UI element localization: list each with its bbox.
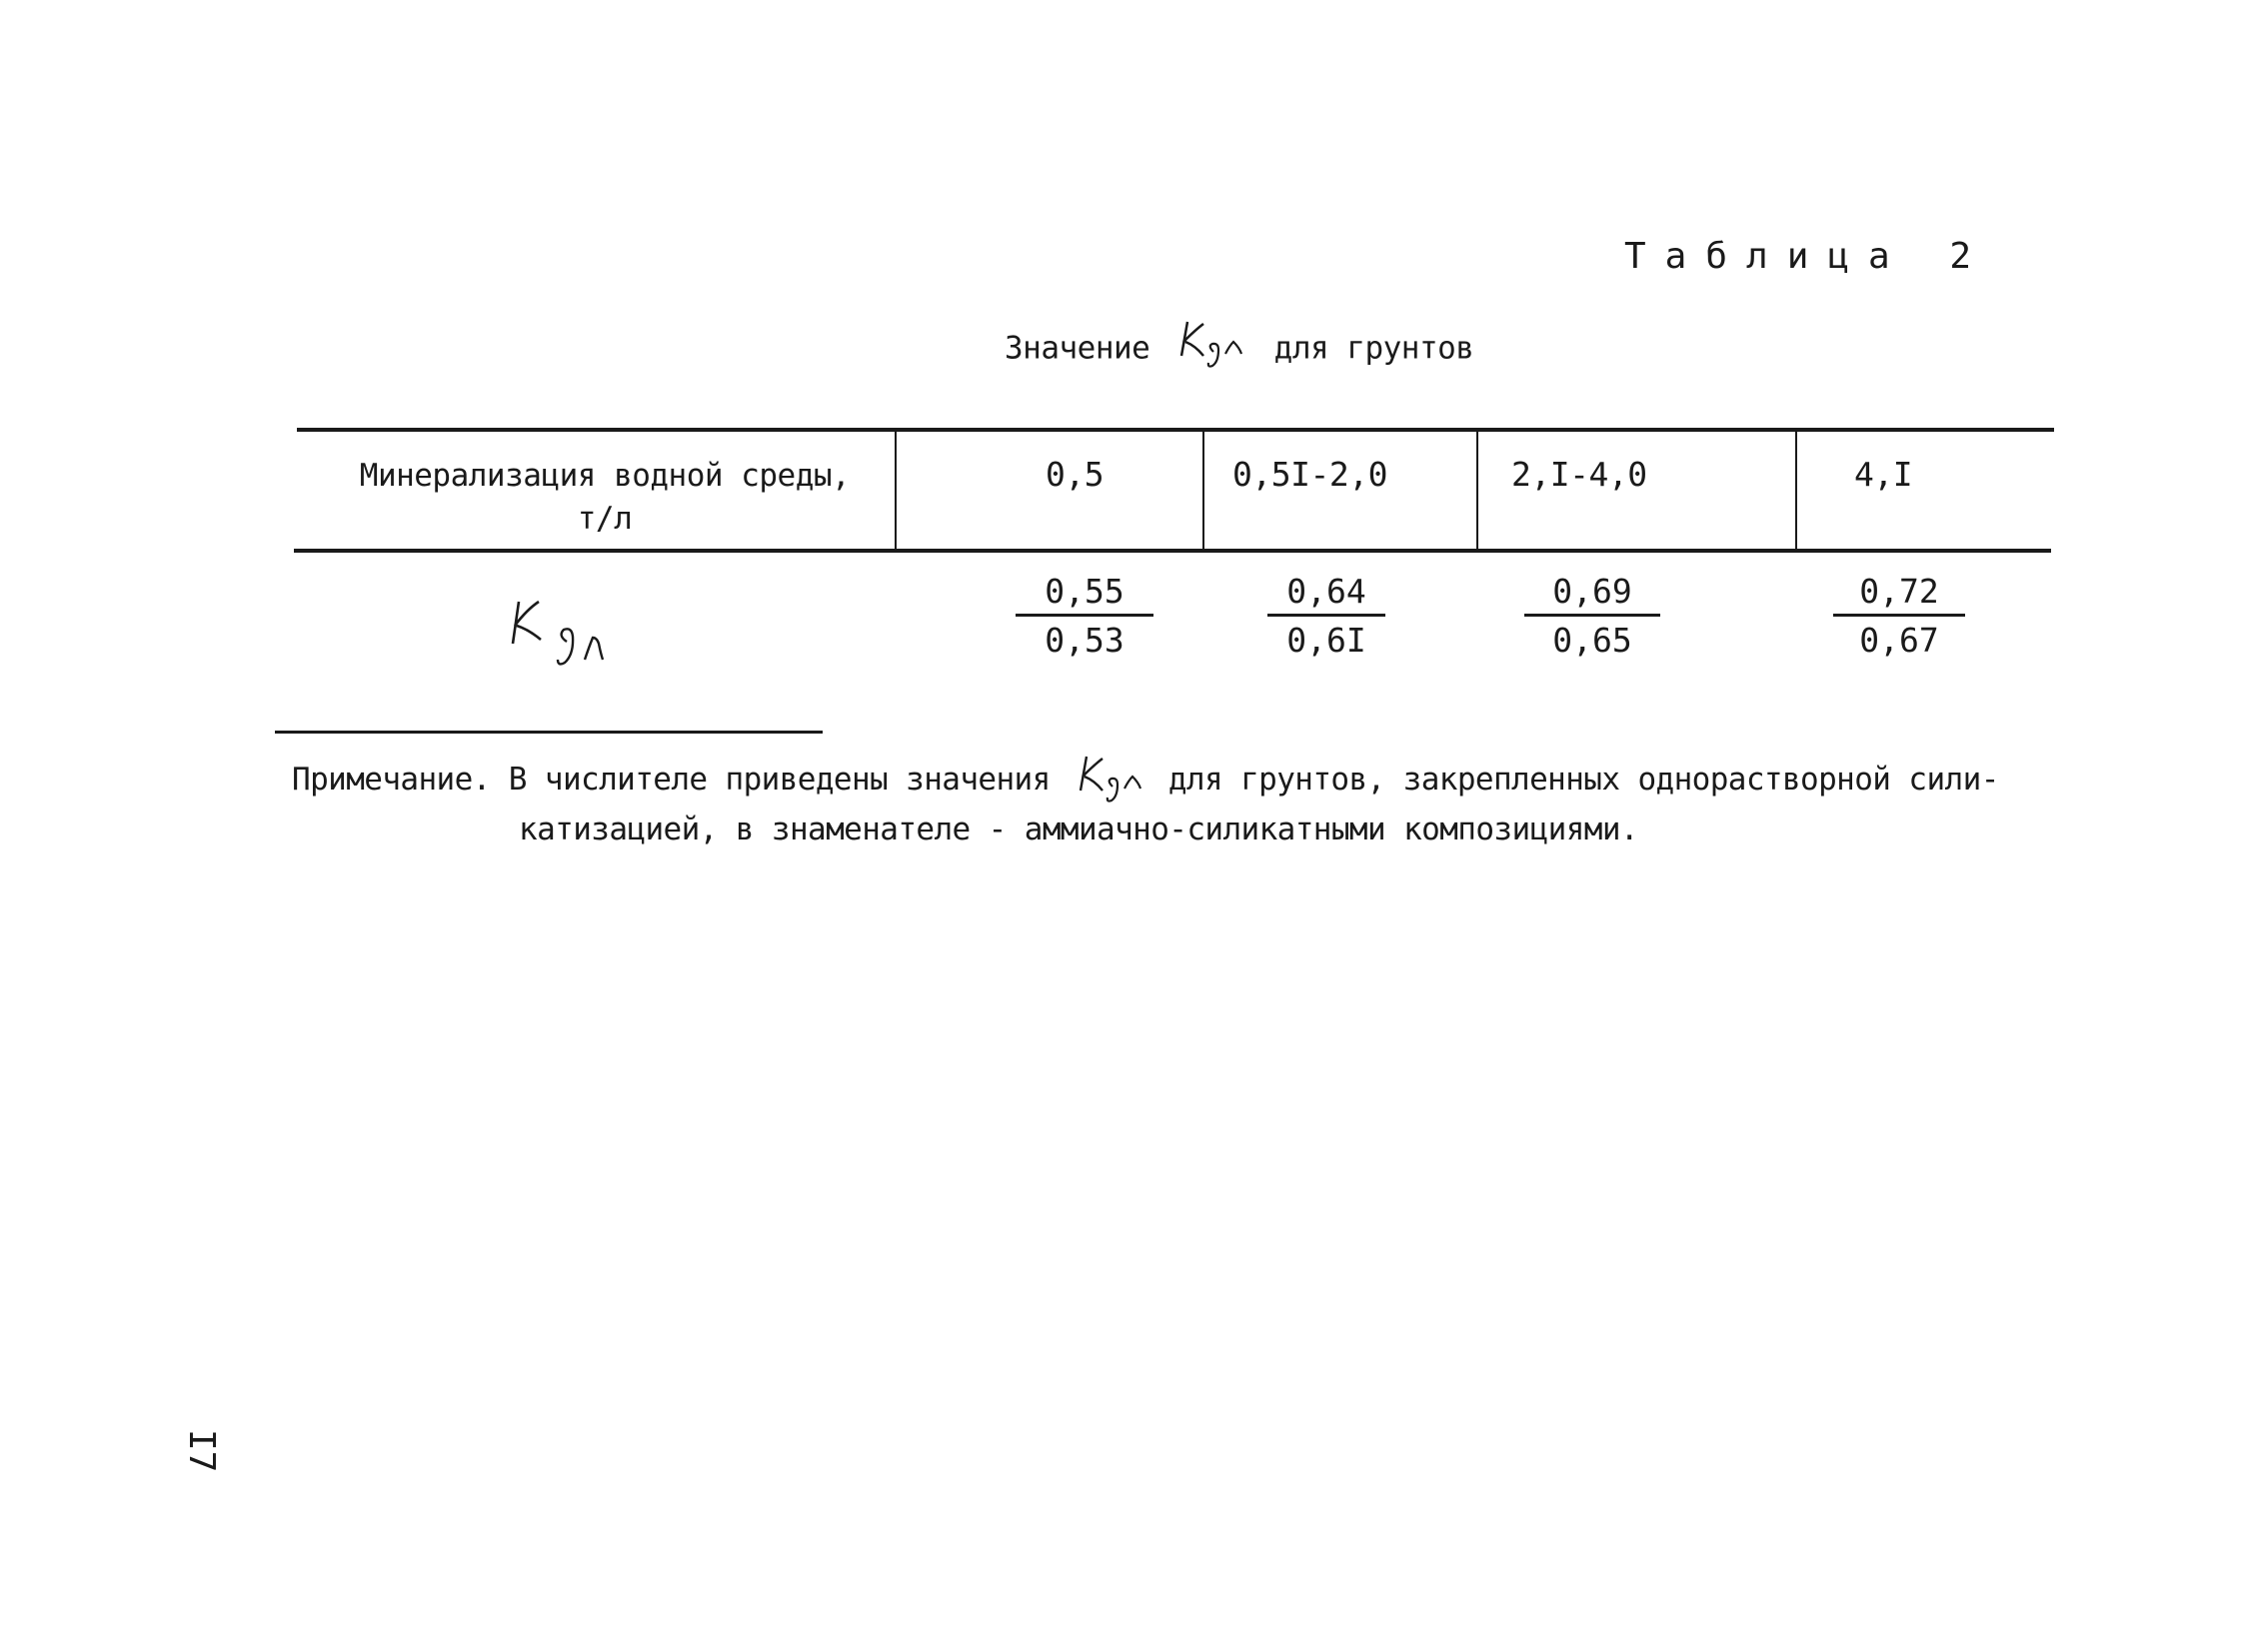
- numerator: 0,69: [1552, 572, 1632, 611]
- denominator: 0,65: [1552, 621, 1632, 660]
- table-caption: [1005, 330, 1473, 370]
- table-top-rule: [297, 428, 2054, 432]
- value-cell-2: [1241, 572, 1411, 661]
- column-header-4: 4,I: [1854, 455, 1913, 494]
- note-line1-end: для грунтов, закрепленных однорастворной сили-: [1167, 762, 1999, 798]
- table-label: Таблица 2: [1624, 236, 1991, 277]
- value-cell-4: [1814, 572, 1984, 661]
- fraction-bar: [1833, 614, 1965, 617]
- column-divider-2: [1202, 430, 1204, 551]
- column-header-3: 2,I-4,0: [1511, 455, 1647, 494]
- column-divider-4: [1795, 430, 1797, 551]
- column-header-1: 0,5: [1046, 455, 1105, 494]
- denominator: 0,6I: [1286, 621, 1366, 660]
- fraction-bar: [1267, 614, 1385, 617]
- numerator: 0,64: [1286, 572, 1366, 611]
- table-header-rule: [294, 549, 2051, 553]
- value-cell-1: [1000, 572, 1169, 661]
- k-dl-large-handwritten-icon: [505, 592, 625, 682]
- k-dl-symbol-caption: [1167, 330, 1255, 370]
- table-note: [292, 755, 1999, 854]
- k-dl-note-handwritten-icon: [1073, 751, 1154, 805]
- page-number: I7: [181, 1429, 222, 1473]
- caption-suffix: для грунтов: [1273, 330, 1474, 367]
- numerator: 0,55: [1045, 572, 1124, 611]
- caption-prefix: Значение: [1005, 330, 1150, 367]
- k-dl-row-label: [505, 592, 625, 682]
- column-header-2: 0,5I-2,0: [1232, 455, 1387, 494]
- k-dl-symbol-note: [1069, 763, 1150, 801]
- row-header-mineralization: Минерализация водной среды, т/л: [359, 458, 851, 537]
- fraction-bar: [1016, 614, 1153, 617]
- denominator: 0,67: [1859, 621, 1939, 660]
- fraction-bar: [1524, 614, 1660, 617]
- footnote-rule: [275, 731, 823, 734]
- column-divider-3: [1476, 430, 1478, 551]
- denominator: 0,53: [1045, 621, 1124, 660]
- note-line1-start: Примечание. В числителе приведены значения: [292, 762, 1051, 798]
- value-cell-3: [1507, 572, 1677, 661]
- numerator: 0,72: [1859, 572, 1939, 611]
- note-line2: катизацией, в знаменателе - аммиачно-силикатными композициями.: [519, 812, 1638, 847]
- k-dl-handwritten-icon: [1173, 316, 1261, 372]
